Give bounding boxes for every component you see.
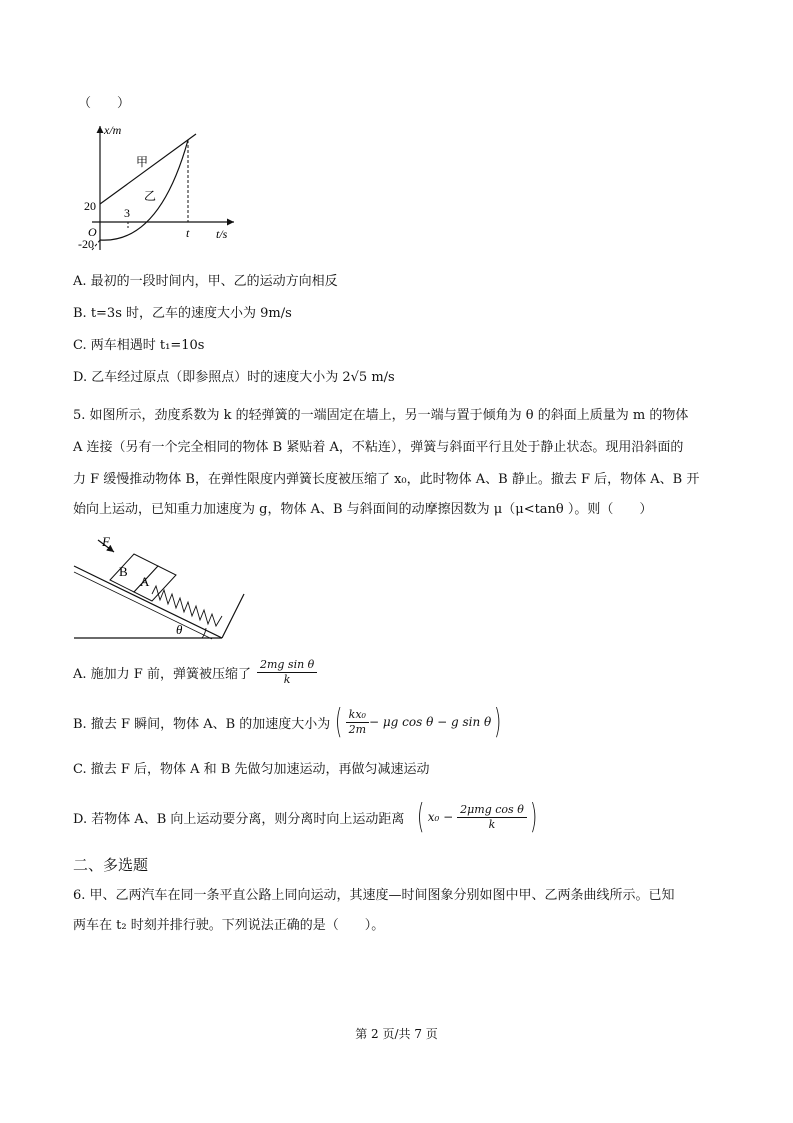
q4-answer-bracket: （ ） [78, 96, 131, 111]
force-label: F [102, 534, 110, 549]
theta-label: θ [176, 622, 183, 637]
q5-option-a: A. 施加力 F 前，弹簧被压缩了 $\frac{\text{2mg sin θ}}{k}$ [73, 654, 317, 690]
q5-option-d: D. 若物体 A、B 向上运动要分离，则分离时向上运动距离 ( x₀ − $\frac{\text{2μmg cos θ}}{k}$ ) [73, 797, 538, 837]
q5-option-a-fraction: $\frac{\text{2mg sin θ}}{k}$ [257, 658, 317, 687]
q4-option-a: A. 最初的一段时间内，甲、乙的运动方向相反 [73, 274, 338, 289]
q6-stem-line1: 6. 甲、乙两汽车在同一条平直公路上同向运动，其速度—时间图象分别如图中甲、乙两条曲线所示。已知 [73, 888, 675, 903]
q4-option-d: D. 乙车经过原点（即参照点）时的速度大小为 2√5 m/s [73, 370, 395, 385]
jia-label: 甲 [136, 155, 149, 169]
yi-label: 乙 [144, 189, 157, 203]
q5-option-c: C. 撤去 F 后，物体 A 和 B 先做匀加速运动，再做匀减速运动 [73, 762, 430, 777]
block-b-label: B [119, 564, 128, 579]
q6-stem-line2: 两车在 t₂ 时刻并排行驶。下列说法正确的是（ ）。 [73, 918, 385, 933]
section-heading-multiple-choice: 二、多选题 [73, 856, 149, 874]
origin-label: O [88, 225, 97, 239]
q5-stem-line3: 力 F 缓慢推动物体 B，在弹性限度内弹簧长度被压缩了 x₀，此时物体 A、B 静止。撤去 F 后，物体 A、B 开 [73, 472, 700, 487]
q5-stem-line4: 始向上运动，已知重力加速度为 g，物体 A、B 与斜面间的动摩擦因数为 μ（μ<tanθ ）。则（ ） [73, 502, 653, 517]
tick-neg20: -20 [78, 237, 94, 251]
q4-option-b: B. t=3s 时，乙车的速度大小为 9m/s [73, 306, 292, 321]
page-footer: 第 2 页/共 7 页 [355, 1027, 438, 1041]
q4-option-c: C. 两车相遇时 t₁=10s [73, 338, 205, 353]
q5-option-b-fraction: $\frac{\text{kx₀}}{2m}$ [346, 708, 369, 737]
q5-stem-line1: 5. 如图所示，劲度系数为 k 的轻弹簧的一端固定在墙上，另一端与置于倾角为 θ 的斜面上质量为 m 的物体 [73, 408, 689, 423]
wall [222, 594, 244, 638]
spring [152, 586, 222, 626]
q4-xt-graph [74, 116, 244, 262]
tick-3: 3 [124, 206, 130, 220]
tick-20: 20 [84, 199, 96, 213]
q5-incline-diagram [72, 532, 252, 644]
q5-option-d-fraction: $\frac{\text{2μmg cos θ}}{k}$ [457, 803, 527, 832]
q5-option-b: B. 撤去 F 瞬间，物体 A、B 的加速度大小为 ( $\frac{\text{kx₀}}{2m}$ − μg cos θ − g sin θ ) [73, 702, 502, 742]
block-a-label: A [140, 574, 150, 589]
tick-t: t [186, 226, 190, 240]
x-axis-label: t/s [216, 227, 228, 241]
y-axis-label: x/m [104, 123, 122, 137]
q5-stem-line2: A 连接（另有一个完全相同的物体 B 紧贴着 A，不粘连），弹簧与斜面平行且处于静止状态。现用沿斜面的 [73, 440, 684, 455]
